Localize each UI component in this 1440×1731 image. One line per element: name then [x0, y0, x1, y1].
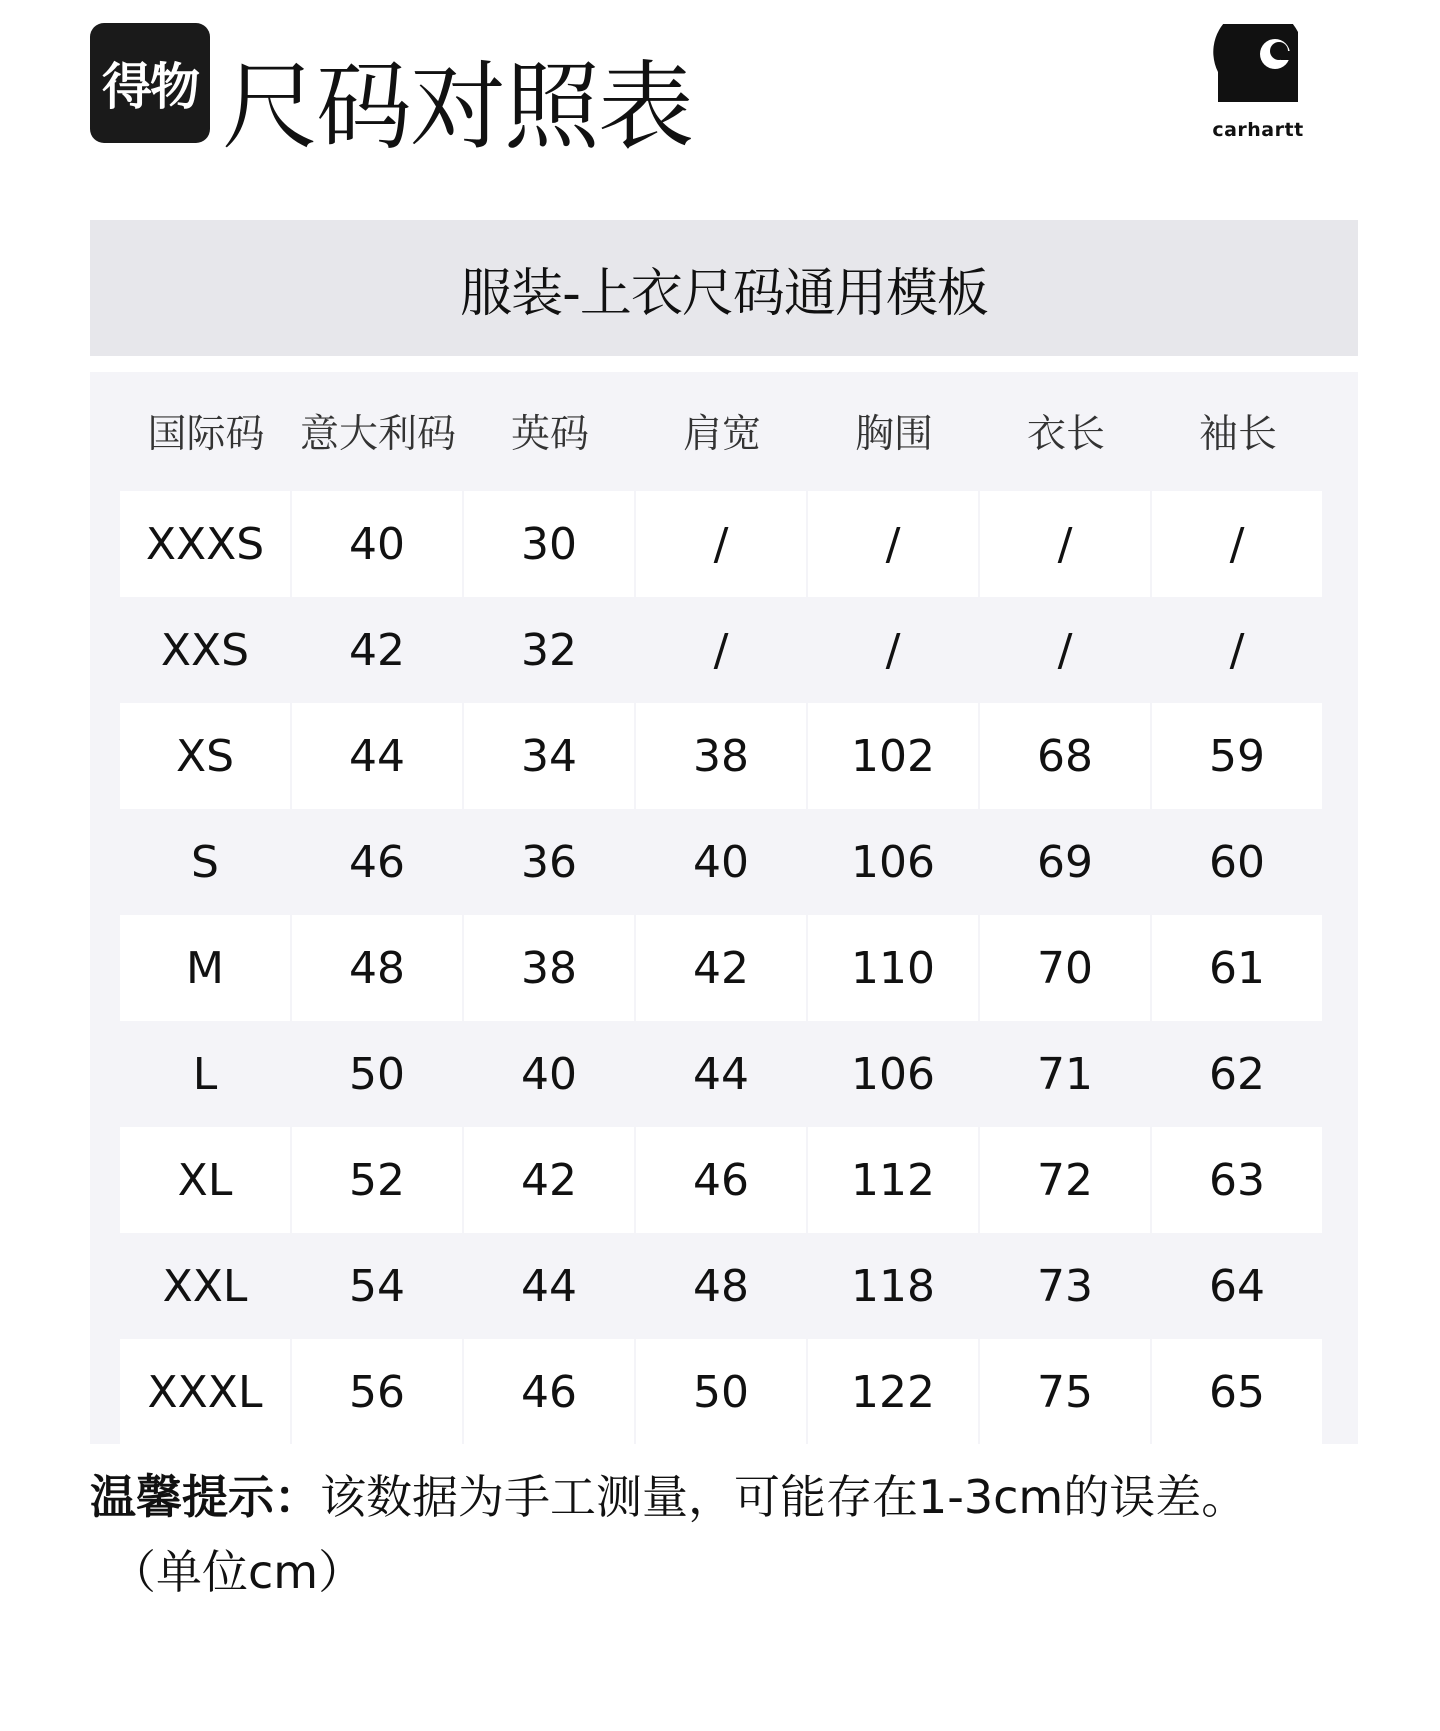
table-cell: 52	[292, 1127, 462, 1233]
table-cell: 40	[292, 491, 462, 597]
table-row	[120, 703, 1326, 809]
table-cell: XXL	[162, 1260, 248, 1312]
table-cell: /	[980, 491, 1150, 597]
table-cell: XS	[120, 703, 290, 809]
table-cell: 69	[1037, 836, 1093, 888]
page-title: 尺码对照表	[222, 51, 692, 163]
table-cell: 110	[808, 915, 978, 1021]
table-row	[120, 809, 1326, 915]
table-cell: 65	[1152, 1339, 1322, 1445]
table-cell: 73	[1037, 1260, 1093, 1312]
column-header-uk: 英码	[510, 412, 589, 457]
table-cell: 46	[349, 836, 405, 888]
table-cell: 60	[1209, 836, 1265, 888]
table-cell: 46	[636, 1127, 806, 1233]
unit-note: （单位cm）	[110, 1545, 365, 1599]
table-row	[120, 1127, 1326, 1233]
table-cell: /	[636, 491, 806, 597]
table-cell: 50	[349, 1048, 405, 1100]
column-header-sleeve: 袖长	[1198, 412, 1277, 457]
column-header-italian: 意大利码	[299, 412, 456, 457]
table-cell: 36	[521, 836, 577, 888]
table-cell: /	[713, 624, 729, 676]
table-cell: 48	[292, 915, 462, 1021]
column-header-length: 衣长	[1026, 412, 1105, 457]
table-cell: 75	[980, 1339, 1150, 1445]
table-cell: 70	[980, 915, 1150, 1021]
table-cell: /	[1057, 624, 1073, 676]
table-cell: /	[1229, 624, 1245, 676]
table-cell: M	[120, 915, 290, 1021]
table-header-row	[120, 372, 1326, 490]
table-cell: 40	[693, 836, 749, 888]
table-cell: XXXL	[120, 1339, 290, 1445]
table-cell: 50	[636, 1339, 806, 1445]
table-cell: 112	[808, 1127, 978, 1233]
table-row	[120, 597, 1326, 703]
table-row	[120, 915, 1326, 1021]
table-cell: 62	[1209, 1048, 1265, 1100]
column-header-international: 国际码	[147, 412, 265, 457]
table-cell: 44	[693, 1048, 749, 1100]
table-cell: 64	[1209, 1260, 1265, 1312]
table-cell: 102	[808, 703, 978, 809]
table-cell: 48	[693, 1260, 749, 1312]
table-cell: /	[808, 491, 978, 597]
table-cell: 38	[464, 915, 634, 1021]
table-cell: 118	[851, 1260, 935, 1312]
table-cell: 56	[292, 1339, 462, 1445]
table-cell: 72	[980, 1127, 1150, 1233]
table-cell: 44	[521, 1260, 577, 1312]
table-cell: /	[885, 624, 901, 676]
table-cell: 106	[851, 1048, 935, 1100]
table-cell: 106	[851, 836, 935, 888]
carhartt-c-icon	[1208, 24, 1308, 119]
table-cell: /	[1152, 491, 1322, 597]
table-row	[120, 491, 1326, 597]
table-cell: 63	[1152, 1127, 1322, 1233]
measurement-note	[90, 1462, 1390, 1532]
table-cell: 42	[636, 915, 806, 1021]
note-text: 该数据为手工测量，可能存在1-3cm的误差。	[320, 1470, 1248, 1524]
table-cell: 30	[464, 491, 634, 597]
table-cell: XXXS	[120, 491, 290, 597]
column-header-shoulder: 肩宽	[682, 412, 761, 457]
table-cell: 61	[1152, 915, 1322, 1021]
table-cell: 54	[349, 1260, 405, 1312]
table-title: 服装-上衣尺码通用模板	[460, 263, 988, 324]
note-label: 温馨提示：	[90, 1470, 320, 1524]
table-row	[120, 1339, 1326, 1445]
table-cell: S	[191, 836, 219, 888]
carhartt-brand-logo	[1208, 24, 1308, 144]
table-cell: XL	[120, 1127, 290, 1233]
table-cell: 34	[464, 703, 634, 809]
table-cell: XXS	[160, 624, 250, 676]
table-cell: 42	[349, 624, 405, 676]
table-cell: 44	[292, 703, 462, 809]
carhartt-wordmark: carhartt	[1212, 119, 1304, 141]
table-cell: 38	[636, 703, 806, 809]
table-cell: 71	[1037, 1048, 1093, 1100]
dewu-app-logo: 得物	[90, 23, 210, 143]
table-cell: 122	[808, 1339, 978, 1445]
table-cell: 42	[464, 1127, 634, 1233]
table-row	[120, 1233, 1326, 1339]
table-row	[120, 1021, 1326, 1127]
table-cell: 40	[521, 1048, 577, 1100]
table-title-bar	[90, 220, 1358, 356]
table-cell: L	[192, 1048, 218, 1100]
table-cell: 32	[521, 624, 577, 676]
table-cell: 68	[980, 703, 1150, 809]
table-cell: 59	[1152, 703, 1322, 809]
table-cell: 46	[464, 1339, 634, 1445]
column-header-chest: 胸围	[854, 412, 933, 457]
